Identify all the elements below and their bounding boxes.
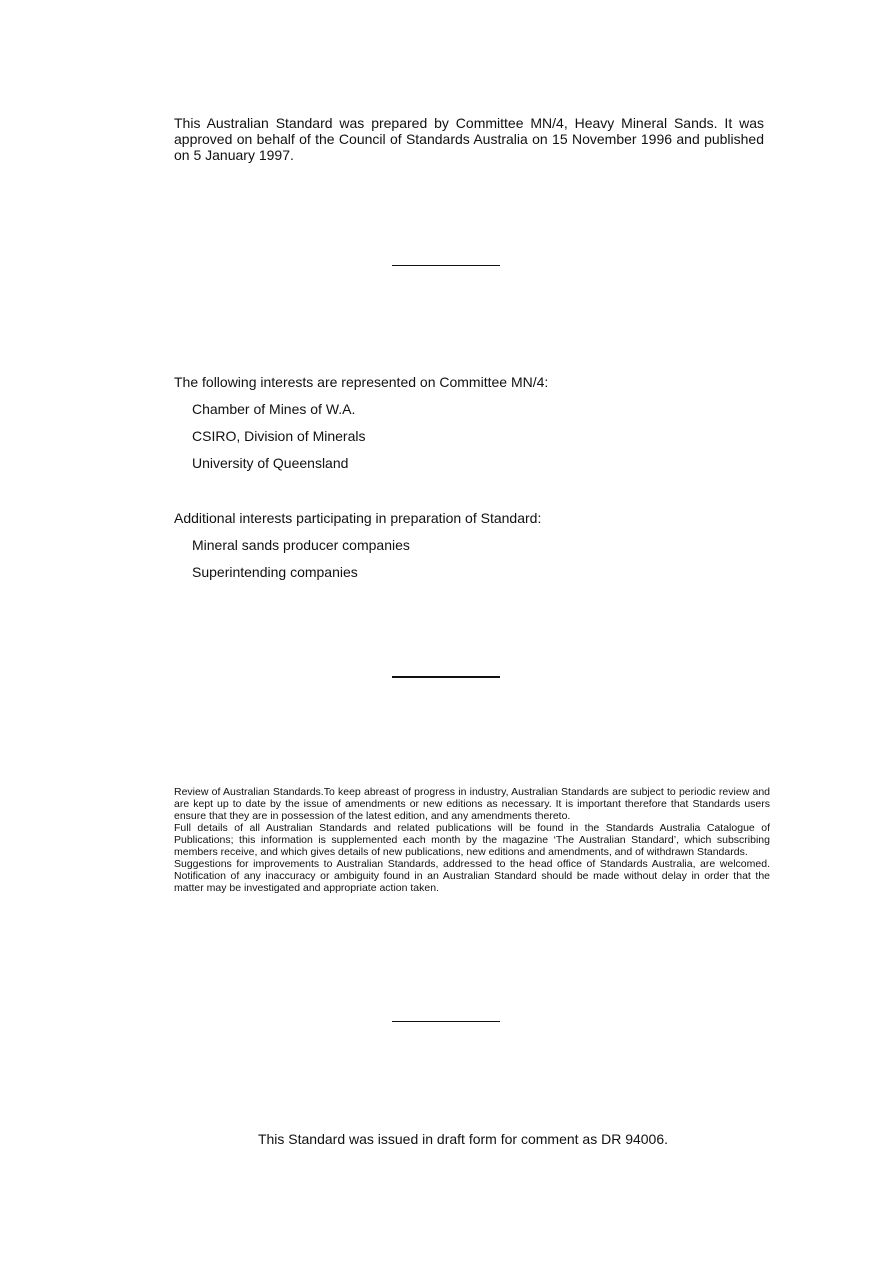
committee-interests [174, 374, 764, 471]
committee-member: Chamber of Mines of W.A. [192, 401, 356, 417]
divider-rule [392, 1021, 500, 1022]
divider-rule [392, 265, 500, 266]
suggestions-paragraph: Suggestions for improvements to Australian Standards, addressed to the head office of Standards Australia, are welcomed. Notification of any inaccuracy or ambiguity found in an Australian Standard should be made without delay in order that the matter may be investigated and appropriate action taken. [174, 858, 770, 894]
committee-member: CSIRO, Division of Minerals [192, 428, 366, 444]
committee-member: University of Queensland [192, 455, 349, 471]
preparation-note: This Australian Standard was prepared by Committee MN/4, Heavy Mineral Sands. It was approved on behalf of the Council of Standards Australia on 15 November 1996 and published on 5 January 1997. [174, 115, 764, 163]
catalogue-paragraph: Full details of all Australian Standards and related publications will be found in the Standards Australia Catalogue of Publications; this information is supplemented each month by the magazine ‘The Australian Standard’, which subscribing members receive, and which gives details of new publications, new editions and amendments, and of withdrawn Standards. [174, 822, 770, 858]
review-paragraph: Review of Australian Standards.To keep abreast of progress in industry, Australian Standards are subject to periodic review and are kept up to date by the issue of amendments or new editions as necessary. It is important therefore that Standards users ensure that they are in possession of the latest edition, and any amendments thereto. [174, 786, 770, 822]
additional-heading: Additional interests participating in preparation of Standard: [174, 510, 542, 526]
additional-interests [174, 510, 764, 580]
committee-heading: The following interests are represented on Committee MN/4: [174, 374, 549, 390]
divider-rule [392, 676, 500, 678]
additional-member: Mineral sands producer companies [192, 537, 410, 553]
review-notice [174, 786, 770, 894]
additional-member: Superintending companies [192, 564, 358, 580]
draft-note: This Standard was issued in draft form for comment as DR 94006. [257, 1131, 669, 1147]
